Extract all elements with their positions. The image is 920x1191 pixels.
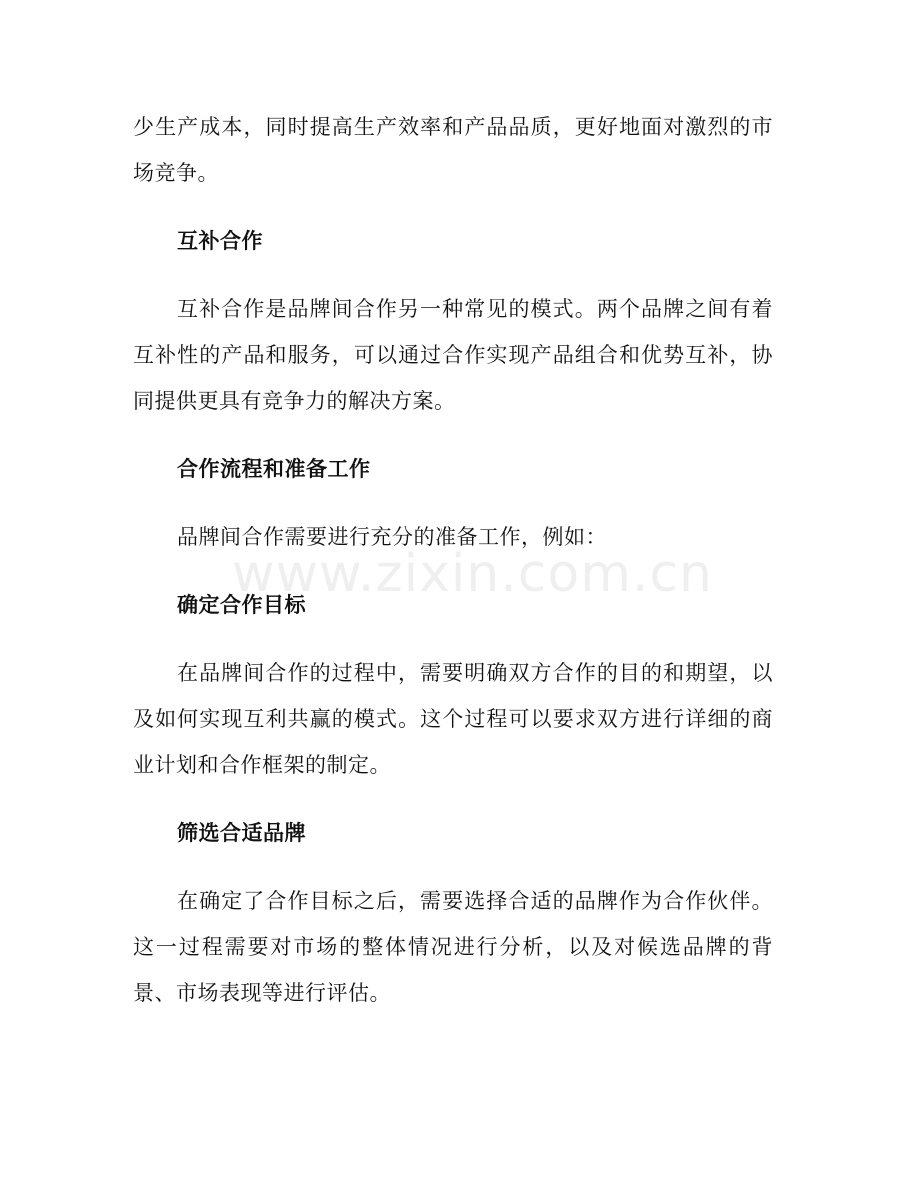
paragraph-preparation: 品牌间合作需要进行充分的准备工作，例如： (177, 525, 607, 549)
section-heading-process: 合作流程和准备工作 (177, 457, 371, 481)
section-heading-select-brand: 筛选合适品牌 (177, 821, 306, 845)
paragraph-goals: 在品牌间合作的过程中，需要明确双方合作的目的和期望，以及如何实现互利共赢的模式。这个过程可以要求双方进行详细的商业计划和合作框架的制定。 (133, 661, 773, 777)
paragraph-complementary: 互补合作是品牌间合作另一种常见的模式。两个品牌之间有着互补性的产品和服务，可以通过合作实现产品组合和优势互补，协同提供更具有竞争力的解决方案。 (133, 297, 773, 413)
watermark: www.zixin.com.cn (232, 544, 713, 604)
paragraph-select-brand: 在确定了合作目标之后，需要选择合适的品牌作为合作伙伴。这一过程需要对市场的整体情况进行分析，以及对候选品牌的背景、市场表现等进行评估。 (133, 889, 773, 1005)
document-body (133, 104, 773, 1038)
section-heading-goals: 确定合作目标 (177, 593, 306, 617)
paragraph-continued: 少生产成本，同时提高生产效率和产品品质，更好地面对激烈的市场竞争。 (133, 115, 773, 185)
section-heading-complementary: 互补合作 (177, 229, 263, 253)
